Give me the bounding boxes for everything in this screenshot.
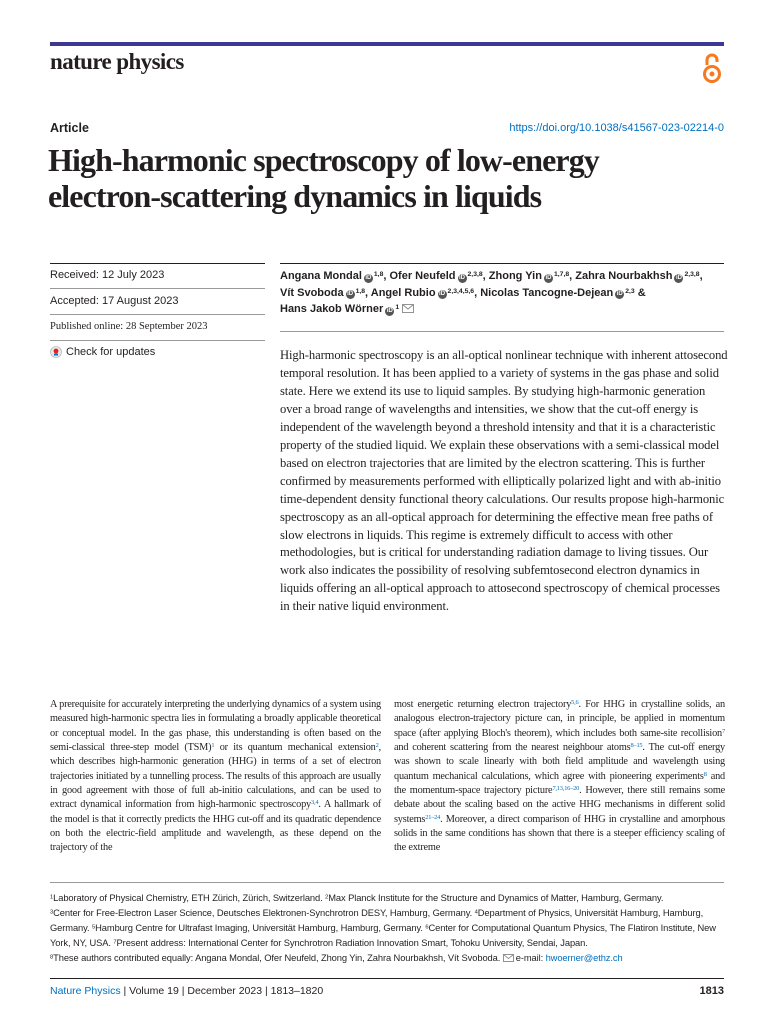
citation-link[interactable]: 8–15 xyxy=(630,742,643,750)
envelope-icon[interactable] xyxy=(402,302,414,319)
affiliation-number: 3 xyxy=(50,909,54,916)
body-text: most energetic returning electron trajectory xyxy=(394,699,572,710)
divider xyxy=(50,314,265,315)
affiliation-number: 2 xyxy=(325,894,329,901)
affiliation-number: 5 xyxy=(92,924,96,931)
author-name[interactable]: Zahra Nourbakhsh xyxy=(575,270,673,282)
affiliation-text: Center for Free-Electron Laser Science, Deutsches Elektronen-Synchrotron DESY, Hamburg, Germany. xyxy=(53,908,475,918)
body-column-right xyxy=(394,698,725,856)
journal-logo[interactable]: nature physics xyxy=(50,49,184,74)
footer-volume: Volume 19 xyxy=(129,985,179,997)
orcid-icon[interactable]: iD xyxy=(365,274,372,281)
author-name[interactable]: Angel Rubio xyxy=(370,286,436,299)
body-text: or its quantum mechanical extension xyxy=(214,742,376,754)
divider xyxy=(50,288,265,289)
body-text: A prerequisite for accurately interpreting the underlying dynamics of a system using measured high-harmonic spectra lies in formulating a broadly applicable theoretical or conceptual model. In the gas phase, this understanding is often based on the semi-classical three-step model (TSM) xyxy=(50,699,381,754)
affiliation-text: Present address: International Center for Synchrotron Radiation Innovation Smart, Tohoku University, Sendai, Japan. xyxy=(116,938,588,948)
orcid-icon[interactable]: iD xyxy=(459,274,466,281)
affiliation-number: 1 xyxy=(50,894,54,901)
orcid-icon[interactable]: iD xyxy=(616,291,623,297)
orcid-icon[interactable]: iD xyxy=(675,274,682,281)
citation-link[interactable]: 7,13,16–20 xyxy=(552,785,580,793)
footer-citation xyxy=(50,985,323,997)
envelope-icon xyxy=(503,952,514,967)
published-date: Published online: 28 September 2023 xyxy=(50,321,208,332)
author-name[interactable]: Angana Mondal xyxy=(280,270,362,282)
orcid-icon[interactable]: iD xyxy=(347,291,354,297)
orcid-icon[interactable]: iD xyxy=(439,291,446,297)
footer-journal-link[interactable]: Nature Physics xyxy=(50,985,121,997)
affiliation-text: Max Planck Institute for the Structure and Dynamics of Matter, Hamburg, Germany. xyxy=(328,893,664,903)
open-access-lock-icon[interactable] xyxy=(702,52,722,84)
orcid-icon[interactable]: iD xyxy=(386,307,393,314)
abstract: High-harmonic spectroscopy is an all-optical nonlinear technique with inherent attosecond temporal resolution. It has been applied to a variety of systems in the gas phase and solid state. Here we extend its use to liquid samples. By studying high-harmonic generation over a broad range of wavelengths and intensities, we show that the cut-off energy is independent of the wavelength beyond a threshold intensity and that it is a characteristic property of the studied liquid. We explain these observations with a semi-classical model based on electron trajectories that are limited by the electron scattering. This is further confirmed by measurements performed with elliptically polarized light and with ab-initio time-dependent density functional theory calculations. Our results propose high-harmonic spectroscopy as an all-optical approach for determining the effective mean free paths of slow electrons in liquids. This regime is extremely difficult to access with other methodologies, but is critical for understanding radiation damage to living tissues. Our work also indicates the possibility of resolving subfemtosecond electron dynamics in liquids offering an all-optical approach to attosecond spectroscopy of chemical processes in their native liquid environment. xyxy=(280,348,728,614)
citation-link[interactable]: 3,4 xyxy=(311,799,319,807)
body-text: . The cut-off energy was shown to scale linearly with both field amplitude and wavelength using quantum mechanical calculations, which agree with pioneering experiments xyxy=(394,742,725,782)
author-name[interactable]: Vít Svoboda xyxy=(280,286,344,299)
body-column-left xyxy=(50,698,381,856)
author-name[interactable]: Nicolas Tancogne-Dejean xyxy=(480,286,614,299)
author-affiliation: 2,3,8 xyxy=(467,270,483,278)
doi-link[interactable]: https://doi.org/10.1038/s41567-023-02214-0 xyxy=(509,122,724,134)
affiliation-number: 4 xyxy=(474,909,478,916)
page-number: 1813 xyxy=(699,985,724,997)
author-affiliation: 2,3,4,5,6 xyxy=(447,287,475,295)
citation-link[interactable]: 2 xyxy=(375,742,379,750)
divider xyxy=(50,978,724,979)
check-for-updates-button[interactable] xyxy=(50,346,155,358)
body-text: and coherent scattering from the nearest neighbour atoms xyxy=(394,742,631,754)
title-line-1: High-harmonic spectroscopy of low-energy xyxy=(48,142,599,178)
article-title xyxy=(48,142,748,214)
footer-pages: 1813–1820 xyxy=(270,985,324,997)
author-affiliation: 2,3,8 xyxy=(684,270,700,278)
affiliation-number: 7 xyxy=(113,939,117,946)
author-affiliation: 1,7,8 xyxy=(553,270,570,278)
author-affiliation: 2,3 xyxy=(625,287,635,295)
affiliation-number: 8 xyxy=(50,954,54,961)
body-text: and the momentum-space trajectory picture xyxy=(394,770,725,797)
affiliations xyxy=(50,891,730,967)
check-updates-icon xyxy=(50,346,62,358)
body-text: , which describes high-harmonic generation (HHG) in terms of a set of electron trajectories initiated by a tunnelling process. The results of this approach are usually in good agreement with those of full ab-initio calculations, and can be used to extract dynamical information from high-harmonic spectroscopy xyxy=(50,742,381,811)
body-text: . A hallmark of the model is that it correctly predicts the HHG cut-off and its quadratic dependence on both the electric-field amplitude and wavelength, as these depend on the trajectory of the xyxy=(50,799,381,854)
author-name[interactable]: Hans Jakob Wörner xyxy=(280,303,384,315)
author-affiliation: 1,8 xyxy=(355,287,366,295)
affiliation-text: These authors contributed equally: Angana Mondal, Ofer Neufeld, Zhong Yin, Zahra Nourbakhsh, Vít Svoboda. xyxy=(53,953,503,963)
title-line-2: electron-scattering dynamics in liquids xyxy=(48,178,542,214)
received-date: Received: 12 July 2023 xyxy=(50,269,165,281)
email-label: e-mail: xyxy=(515,953,546,963)
email-link[interactable]: hwoerner@ethz.ch xyxy=(545,953,623,963)
affiliation-text: Laboratory of Physical Chemistry, ETH Zürich, Zürich, Switzerland. xyxy=(53,893,326,903)
body-text: . Moreover, a direct comparison of HHG in crystalline and amorphous solids in the same conditions has shown that there is a steeper efficiency scaling of the extreme xyxy=(394,813,725,854)
divider xyxy=(50,263,265,264)
footer-separator: | xyxy=(262,985,271,997)
citation-link[interactable]: 5,6 xyxy=(571,699,579,707)
divider xyxy=(280,263,724,264)
affiliation-number: 6 xyxy=(425,924,429,931)
divider xyxy=(280,331,724,332)
body-text: . For HHG in crystalline solids, an analogous electron-trajectory picture can, in principle, be applied in momentum space (after applying Bloch's theorem), which includes both same-site recollision xyxy=(394,699,725,739)
affiliation-text: Hamburg Centre for Ultrafast Imaging, Universität Hamburg, Hamburg, Germany. xyxy=(95,923,426,933)
footer-separator: | xyxy=(178,985,188,997)
author-list: Angana Mondal iD $^{1,8}$, Ofer Neufeld iD $^{2,3,8}$, Zhong Yin iD $^{1,7,8}$, Zahra Nourbakhsh iD $^{2,3,8}$, Vít Svoboda iD $^{1,8}$, Angel Rubio iD $^{2,3,4,5,6}$, Nicolas Tancogne-Dejean iD $^{2,3}$ & Hans Jakob Wörner iD $^1$ xyxy=(280,268,730,319)
citation-link[interactable]: 1 xyxy=(211,742,215,750)
footer-separator: | xyxy=(120,985,130,997)
author-affiliation: 1,8 xyxy=(373,270,384,278)
journal-accent-bar xyxy=(50,42,724,46)
body-text: . However, there still remains some debate about the scaling based on the active HHG mechanisms in different solid systems xyxy=(394,785,725,825)
check-updates-label: Check for updates xyxy=(66,346,156,358)
citation-link[interactable]: 21–24 xyxy=(425,813,441,821)
affiliation-text: Center for Computational Quantum Physics, The Flatiron Institute, New York, NY, USA. xyxy=(50,923,716,948)
divider xyxy=(50,340,265,341)
accepted-date: Accepted: 17 August 2023 xyxy=(50,295,179,307)
author-name[interactable]: Ofer Neufeld xyxy=(389,270,456,282)
citation-link[interactable]: 7 xyxy=(722,727,725,735)
divider xyxy=(50,882,724,883)
footer-date: December 2023 xyxy=(187,985,263,997)
author-name[interactable]: Zhong Yin xyxy=(488,270,542,282)
article-type-label: Article xyxy=(50,121,89,135)
author-affiliation: 1 xyxy=(395,303,400,311)
orcid-icon[interactable]: iD xyxy=(545,274,552,281)
affiliation-text: Department of Physics, Universität Hamburg, Hamburg, Germany. xyxy=(50,908,704,933)
citation-link[interactable]: 8 xyxy=(703,770,707,778)
